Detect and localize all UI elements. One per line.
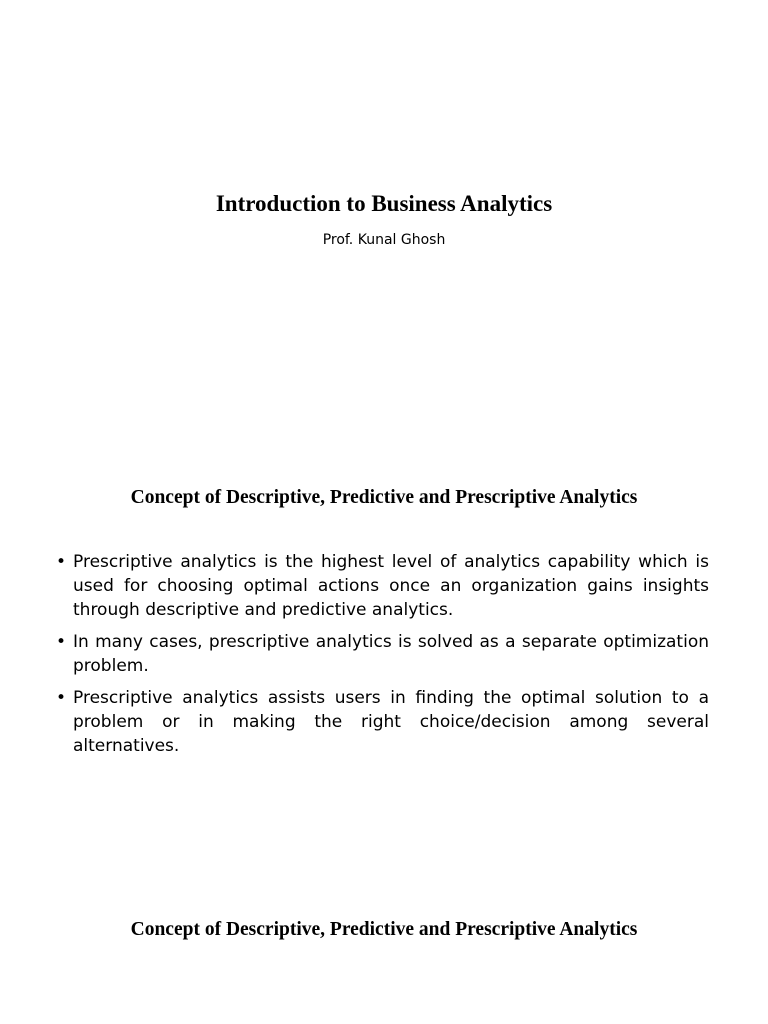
bullet-item: [56, 686, 709, 758]
bullet-text: Prescriptive analytics is the highest level of analytics capability which is used for choosing optimal actions once an organization gains insights through descriptive and predictive analytics.: [73, 552, 709, 620]
bullet-icon: •: [56, 688, 67, 708]
document-title: Introduction to Business Analytics: [215, 191, 553, 216]
author-name: Prof. Kunal Ghosh: [322, 232, 446, 248]
bullet-list: [56, 550, 709, 766]
bullet-text: In many cases, prescriptive analytics is solved as a separate optimization problem.: [73, 632, 709, 676]
bullet-item: [56, 550, 709, 622]
bullet-item: [56, 630, 709, 678]
section-heading: Concept of Descriptive, Predictive and Prescriptive Analytics: [130, 487, 638, 508]
bullet-icon: •: [56, 632, 67, 652]
section-heading: Concept of Descriptive, Predictive and Prescriptive Analytics: [130, 919, 638, 940]
bullet-icon: •: [56, 552, 67, 572]
bullet-text: Prescriptive analytics assists users in finding the optimal solution to a problem or in making the right choice/decision among several alternatives.: [73, 688, 709, 756]
